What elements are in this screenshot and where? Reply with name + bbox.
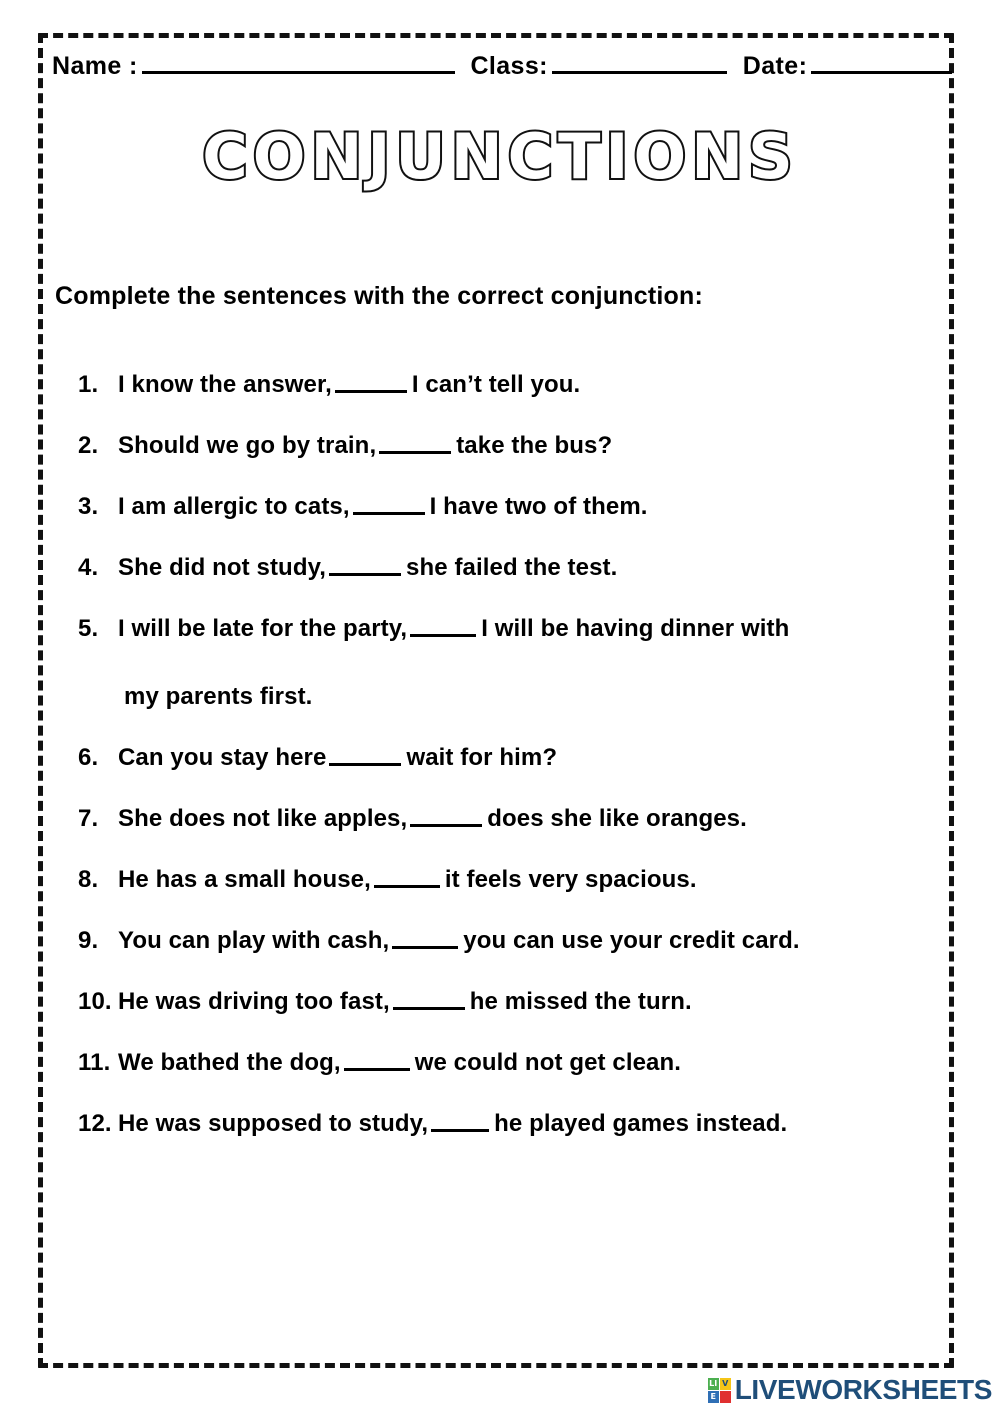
question-body xyxy=(118,1050,948,1077)
question-text-before: I am allergic to cats, xyxy=(118,492,350,520)
question-text-after: it feels very spacious. xyxy=(444,866,697,893)
question-text-after: wait for him? xyxy=(406,744,558,772)
question-body xyxy=(118,867,948,894)
question-item xyxy=(78,1050,948,1077)
answer-blank[interactable] xyxy=(374,867,440,888)
question-text-before: I know the answer, xyxy=(118,371,332,398)
date-input-rule[interactable] xyxy=(811,70,952,74)
question-item xyxy=(78,745,948,772)
mark-cell-e: E xyxy=(708,1391,719,1403)
question-body xyxy=(118,616,948,712)
answer-blank[interactable] xyxy=(392,928,458,949)
question-body xyxy=(118,806,948,833)
question-text-before: You can play with cash, xyxy=(118,926,390,954)
page-title: CONJUNCTIONS xyxy=(202,120,798,193)
question-body xyxy=(118,433,948,460)
question-item xyxy=(78,433,948,460)
question-number: 11. xyxy=(78,1048,111,1076)
question-text-after: we could not get clean. xyxy=(414,1048,682,1076)
question-item xyxy=(78,1111,948,1138)
question-text-after: I have two of them. xyxy=(429,492,648,520)
question-text-after: does she like oranges. xyxy=(487,805,747,833)
date-label: Date: xyxy=(742,52,808,80)
mark-cell-li: LI xyxy=(709,1378,718,1388)
mark-cell-v: V xyxy=(720,1378,731,1390)
answer-blank[interactable] xyxy=(335,372,407,393)
question-text-before: He was driving too fast, xyxy=(118,987,390,1015)
question-body xyxy=(118,928,948,955)
answer-blank[interactable] xyxy=(410,806,482,827)
question-item xyxy=(78,372,948,399)
question-list xyxy=(78,372,948,1171)
liveworksheets-wordmark: LIVEWORKSHEETS xyxy=(734,1374,992,1405)
instruction-text: Complete the sentences with the correct conjunction: xyxy=(55,282,703,310)
question-number: 6. xyxy=(78,744,99,772)
question-number: 2. xyxy=(78,431,99,459)
question-number: 12. xyxy=(78,1109,112,1137)
question-line xyxy=(118,806,948,833)
worksheet-title-container xyxy=(0,120,1000,216)
question-body xyxy=(118,989,948,1016)
question-text-after: he missed the turn. xyxy=(469,987,692,1015)
answer-blank[interactable] xyxy=(431,1111,489,1132)
question-number: 4. xyxy=(78,553,99,581)
liveworksheets-logo[interactable] xyxy=(708,1373,992,1407)
question-number: 5. xyxy=(78,614,99,642)
question-line xyxy=(118,867,948,894)
question-number: 1. xyxy=(78,371,99,398)
question-body xyxy=(118,1111,948,1138)
question-number: 9. xyxy=(78,926,99,954)
question-number: 7. xyxy=(78,805,99,833)
name-label: Name : xyxy=(52,52,138,80)
liveworksheets-mark-icon xyxy=(708,1378,731,1403)
question-body xyxy=(118,372,948,399)
question-text-after: she failed the test. xyxy=(406,553,618,581)
question-text-before: She did not study, xyxy=(118,553,327,581)
question-text-after: take the bus? xyxy=(456,431,613,459)
class-input-rule[interactable] xyxy=(552,70,727,74)
question-text-before: He has a small house, xyxy=(118,866,371,893)
answer-blank[interactable] xyxy=(379,433,451,454)
question-text-before: Can you stay here xyxy=(118,744,327,772)
question-line xyxy=(118,616,948,643)
question-item xyxy=(78,867,948,894)
question-line xyxy=(118,555,948,582)
mark-cell-blank xyxy=(720,1391,731,1403)
question-item xyxy=(78,989,948,1016)
question-number: 8. xyxy=(78,866,99,893)
question-line xyxy=(118,928,948,955)
question-body xyxy=(118,745,948,772)
question-line xyxy=(118,1050,948,1077)
question-line xyxy=(118,433,948,460)
question-body xyxy=(118,555,948,582)
question-number: 10. xyxy=(78,987,112,1015)
answer-blank[interactable] xyxy=(410,616,476,637)
question-text-before: We bathed the dog, xyxy=(118,1048,341,1076)
question-text-after: I will be having dinner with xyxy=(481,614,790,642)
question-line xyxy=(118,745,948,772)
question-line-wrap: my parents first. xyxy=(124,683,313,711)
question-body xyxy=(118,494,948,521)
answer-blank[interactable] xyxy=(329,745,401,766)
question-item xyxy=(78,494,948,521)
answer-blank[interactable] xyxy=(344,1050,410,1071)
question-text-before: She does not like apples, xyxy=(118,805,408,833)
answer-blank[interactable] xyxy=(329,555,401,576)
question-item xyxy=(78,806,948,833)
question-line xyxy=(118,1111,948,1138)
question-line xyxy=(118,372,948,399)
question-text-before: I will be late for the party, xyxy=(118,614,408,642)
name-input-rule[interactable] xyxy=(142,70,455,74)
question-text-after: he played games instead. xyxy=(494,1109,788,1137)
question-number: 3. xyxy=(78,492,99,520)
question-text-before: He was supposed to study, xyxy=(118,1109,429,1137)
class-label: Class: xyxy=(470,52,548,80)
answer-blank[interactable] xyxy=(393,989,465,1010)
question-text-before: Should we go by train, xyxy=(118,431,377,459)
answer-blank[interactable] xyxy=(353,494,425,515)
question-text-after: I can’t tell you. xyxy=(411,371,581,398)
question-item xyxy=(78,928,948,955)
question-line xyxy=(118,989,948,1016)
question-item xyxy=(78,555,948,582)
question-text-after: you can use your credit card. xyxy=(463,926,800,954)
question-line xyxy=(118,494,948,521)
student-info-header xyxy=(52,52,952,92)
question-item xyxy=(78,616,948,712)
